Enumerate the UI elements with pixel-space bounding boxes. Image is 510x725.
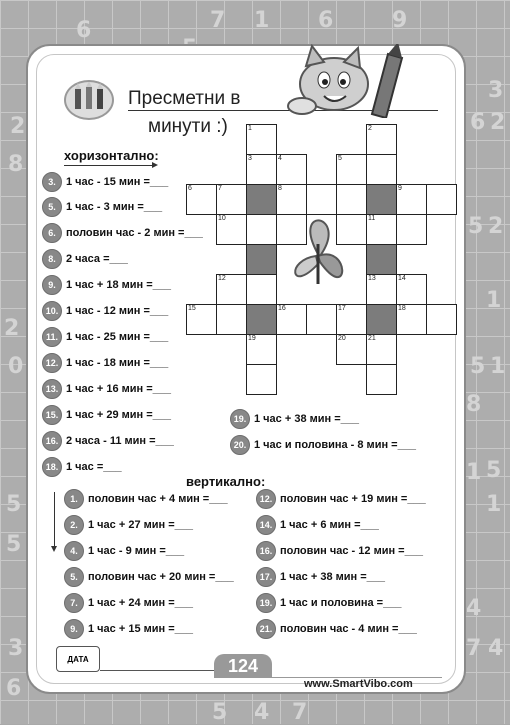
page-number: 124 (214, 654, 272, 678)
vertical-arrow-head (51, 546, 57, 552)
crossword-cell-number: 19 (248, 335, 256, 342)
background-digit: 2 (488, 214, 504, 239)
clue-text: 1 час + 6 мин =___ (280, 519, 379, 531)
crossword-cell[interactable] (246, 334, 277, 365)
crossword-cell[interactable] (186, 304, 217, 335)
clue-number-badge: 3. (42, 172, 62, 192)
clue-number-badge: 18. (42, 457, 62, 477)
crossword-blocked-cell (366, 304, 397, 335)
clue-item (42, 380, 171, 398)
clue-item (256, 542, 423, 560)
background-digit: 6 (318, 8, 334, 33)
background-digit: 4 (254, 700, 270, 725)
crossword-cell[interactable] (246, 124, 277, 155)
clue-number-badge: 21. (256, 619, 276, 639)
background-digit: 8 (466, 392, 482, 417)
crossword-cell-number: 16 (278, 305, 286, 312)
clue-item (64, 568, 234, 586)
crossword-cell[interactable] (366, 364, 397, 395)
background-digit: 1 (254, 8, 270, 33)
clue-item (42, 198, 162, 216)
clue-number-badge: 9. (64, 619, 84, 639)
clue-number-badge: 20. (230, 435, 250, 455)
clue-item (42, 458, 122, 476)
clue-text: половин час - 4 мин =___ (280, 623, 417, 635)
background-digit: 5 (470, 354, 486, 379)
crossword-cell[interactable] (246, 274, 277, 305)
horizontal-arrow (64, 165, 156, 166)
crossword-cell[interactable] (396, 274, 427, 305)
vertical-heading: вертикално: (186, 474, 266, 489)
clue-item (42, 173, 168, 191)
background-digit: 1 (490, 354, 506, 379)
crossword-cell[interactable] (186, 184, 217, 215)
pencils-icon (64, 80, 114, 120)
clue-text: 1 час + 29 мин =___ (66, 409, 171, 421)
clue-text: половин час + 20 мин =___ (88, 571, 234, 583)
clue-number-badge: 16. (42, 431, 62, 451)
clue-text: 1 час - 9 мин =___ (88, 545, 185, 557)
clue-number-badge: 13. (42, 379, 62, 399)
clue-item (64, 490, 228, 508)
clue-item (42, 302, 168, 320)
crossword-cell-number: 6 (188, 185, 192, 192)
crossword-cell[interactable] (216, 274, 247, 305)
crossword-cell-number: 3 (248, 155, 252, 162)
clue-text: 1 час - 3 мин =___ (66, 201, 163, 213)
clue-item (42, 328, 168, 346)
clue-item (42, 224, 203, 242)
crossword-blocked-cell (366, 244, 397, 275)
page-title-line-1: Пресметни в (128, 88, 241, 109)
clue-text: 1 час и половина - 8 мин =___ (254, 439, 416, 451)
crossword-cell[interactable] (426, 184, 457, 215)
crossword-cell-number: 14 (398, 275, 406, 282)
crossword-cell-number: 13 (368, 275, 376, 282)
clue-item (42, 354, 168, 372)
butterfly-icon (280, 214, 356, 298)
crossword-cell-number: 1 (248, 125, 252, 132)
horizontal-arrow-head (152, 162, 158, 168)
clue-item (64, 516, 193, 534)
crossword-cell-number: 7 (218, 185, 222, 192)
background-digit: 5 (212, 700, 228, 725)
date-line (100, 670, 214, 671)
crossword-cell[interactable] (216, 184, 247, 215)
crossword-cell[interactable] (246, 154, 277, 185)
crossword-cell-number: 20 (338, 335, 346, 342)
clue-item (64, 620, 193, 638)
clue-number-badge: 4. (64, 541, 84, 561)
crossword-cell[interactable] (306, 304, 337, 335)
cat-with-pencil-illustration (272, 44, 412, 118)
clue-text: 1 час + 18 мин =___ (66, 279, 171, 291)
crossword-cell[interactable] (336, 304, 367, 335)
clue-item (230, 410, 359, 428)
clue-number-badge: 9. (42, 275, 62, 295)
clue-number-badge: 5. (64, 567, 84, 587)
background-digit: 7 (466, 636, 482, 661)
crossword-cell-number: 5 (338, 155, 342, 162)
crossword-cell-number: 21 (368, 335, 376, 342)
clue-number-badge: 2. (64, 515, 84, 535)
background-digit: 1 (486, 288, 502, 313)
clue-item (256, 568, 385, 586)
crossword-cell-number: 10 (218, 215, 226, 222)
crossword-cell-number: 4 (278, 155, 282, 162)
background-digit: 2 (490, 110, 506, 135)
crossword-cell[interactable] (366, 124, 397, 155)
background-digit: 6 (6, 676, 22, 701)
clue-text: 2 часа - 11 мин =___ (66, 435, 174, 447)
crossword-cell-number: 17 (338, 305, 346, 312)
crossword-cell[interactable] (366, 334, 397, 365)
clue-item (256, 490, 426, 508)
crossword-cell-number: 15 (188, 305, 196, 312)
clue-text: 1 час - 18 мин =___ (66, 357, 169, 369)
background-digit: 4 (466, 596, 482, 621)
background-digit: 3 (8, 636, 24, 661)
clue-item (256, 594, 401, 612)
background-digit: 5 (6, 492, 22, 517)
clue-text: 1 час + 15 мин =___ (88, 623, 193, 635)
clue-number-badge: 12. (42, 353, 62, 373)
crossword-cell-number: 8 (278, 185, 282, 192)
crossword-cell[interactable] (396, 214, 427, 245)
clue-number-badge: 19. (230, 409, 250, 429)
background-digit: 3 (488, 78, 504, 103)
clue-number-badge: 8. (42, 249, 62, 269)
crossword-cell[interactable] (216, 304, 247, 335)
crossword-cell[interactable] (396, 304, 427, 335)
clue-number-badge: 10. (42, 301, 62, 321)
clue-text: половин час + 19 мин =___ (280, 493, 426, 505)
crossword-cell[interactable] (336, 154, 367, 185)
clue-number-badge: 7. (64, 593, 84, 613)
clue-number-badge: 16. (256, 541, 276, 561)
crossword-cell[interactable] (246, 214, 277, 245)
clue-text: половин час - 2 мин =___ (66, 227, 203, 239)
clue-item (42, 432, 174, 450)
background-digit: 9 (392, 8, 408, 33)
background-digit: 1 (466, 460, 482, 485)
clue-text: 1 час + 38 мин =___ (254, 413, 359, 425)
clue-item (42, 276, 171, 294)
clue-item (64, 594, 193, 612)
clue-text: 1 час и половина =___ (280, 597, 402, 609)
crossword-blocked-cell (246, 184, 277, 215)
background-digit: 5 (468, 214, 484, 239)
clue-number-badge: 19. (256, 593, 276, 613)
crossword-blocked-cell (366, 184, 397, 215)
background-digit: 2 (4, 316, 20, 341)
crossword-cell[interactable] (216, 214, 247, 245)
crossword-blocked-cell (246, 244, 277, 275)
background-digit: 7 (292, 700, 308, 725)
crossword-cell[interactable] (426, 304, 457, 335)
background-digit: 4 (488, 636, 504, 661)
clue-item (42, 406, 171, 424)
crossword-cell-number: 11 (368, 215, 376, 222)
clue-number-badge: 17. (256, 567, 276, 587)
clue-text: 1 час - 25 мин =___ (66, 331, 169, 343)
crossword-blocked-cell (246, 304, 277, 335)
clue-text: 2 часа =___ (66, 253, 128, 265)
crossword-cell[interactable] (366, 274, 397, 305)
clue-item (256, 620, 417, 638)
clue-number-badge: 14. (256, 515, 276, 535)
clue-number-badge: 12. (256, 489, 276, 509)
crossword-cell[interactable] (366, 154, 397, 185)
date-box (56, 646, 100, 672)
crossword-cell[interactable] (246, 364, 277, 395)
clue-text: 1 час + 24 мин =___ (88, 597, 193, 609)
crossword-cell[interactable] (306, 184, 337, 215)
crossword-cell[interactable] (336, 184, 367, 215)
crossword-cell[interactable] (396, 184, 427, 215)
crossword-cell[interactable] (336, 334, 367, 365)
website-url: www.SmartVibo.com (304, 678, 413, 690)
clue-text: 1 час + 16 мин =___ (66, 383, 171, 395)
crossword-cell[interactable] (276, 304, 307, 335)
background-digit: 1 (486, 492, 502, 517)
crossword-cell-number: 9 (398, 185, 402, 192)
clue-number-badge: 11. (42, 327, 62, 347)
clue-number-badge: 15. (42, 405, 62, 425)
clue-number-badge: 6. (42, 223, 62, 243)
clue-text: половин час + 4 мин =___ (88, 493, 228, 505)
crossword-cell-number: 2 (368, 125, 372, 132)
clue-text: 1 час + 38 мин =___ (280, 571, 385, 583)
date-label: ДАТА (67, 654, 89, 664)
clue-item (230, 436, 416, 454)
background-digit: 7 (210, 8, 226, 33)
crossword-cell[interactable] (366, 214, 397, 245)
background-digit: 5 (486, 458, 502, 483)
background-digit: 5 (6, 532, 22, 557)
background-digit: 2 (10, 114, 26, 139)
clue-number-badge: 1. (64, 489, 84, 509)
background-digit: 0 (8, 354, 24, 379)
clue-text: 1 час - 15 мин =___ (66, 176, 169, 188)
page-title-line-2: минути :) (148, 116, 228, 137)
clue-number-badge: 5. (42, 197, 62, 217)
background-digit: 6 (470, 110, 486, 135)
clue-text: 1 час + 27 мин =___ (88, 519, 193, 531)
clue-text: 1 час - 12 мин =___ (66, 305, 169, 317)
clue-text: 1 час =___ (66, 461, 122, 473)
crossword-cell-number: 12 (218, 275, 226, 282)
clue-text: половин час - 12 мин =___ (280, 545, 423, 557)
clue-item (256, 516, 379, 534)
clue-item (42, 250, 128, 268)
background-digit: 8 (8, 152, 24, 177)
crossword-cell-number: 18 (398, 305, 406, 312)
horizontal-heading: хоризонтално: (64, 148, 159, 163)
crossword-cell[interactable] (276, 184, 307, 215)
clue-item (64, 542, 184, 560)
background-digit: 6 (76, 18, 92, 43)
crossword-cell[interactable] (276, 154, 307, 185)
vertical-arrow (54, 492, 55, 548)
